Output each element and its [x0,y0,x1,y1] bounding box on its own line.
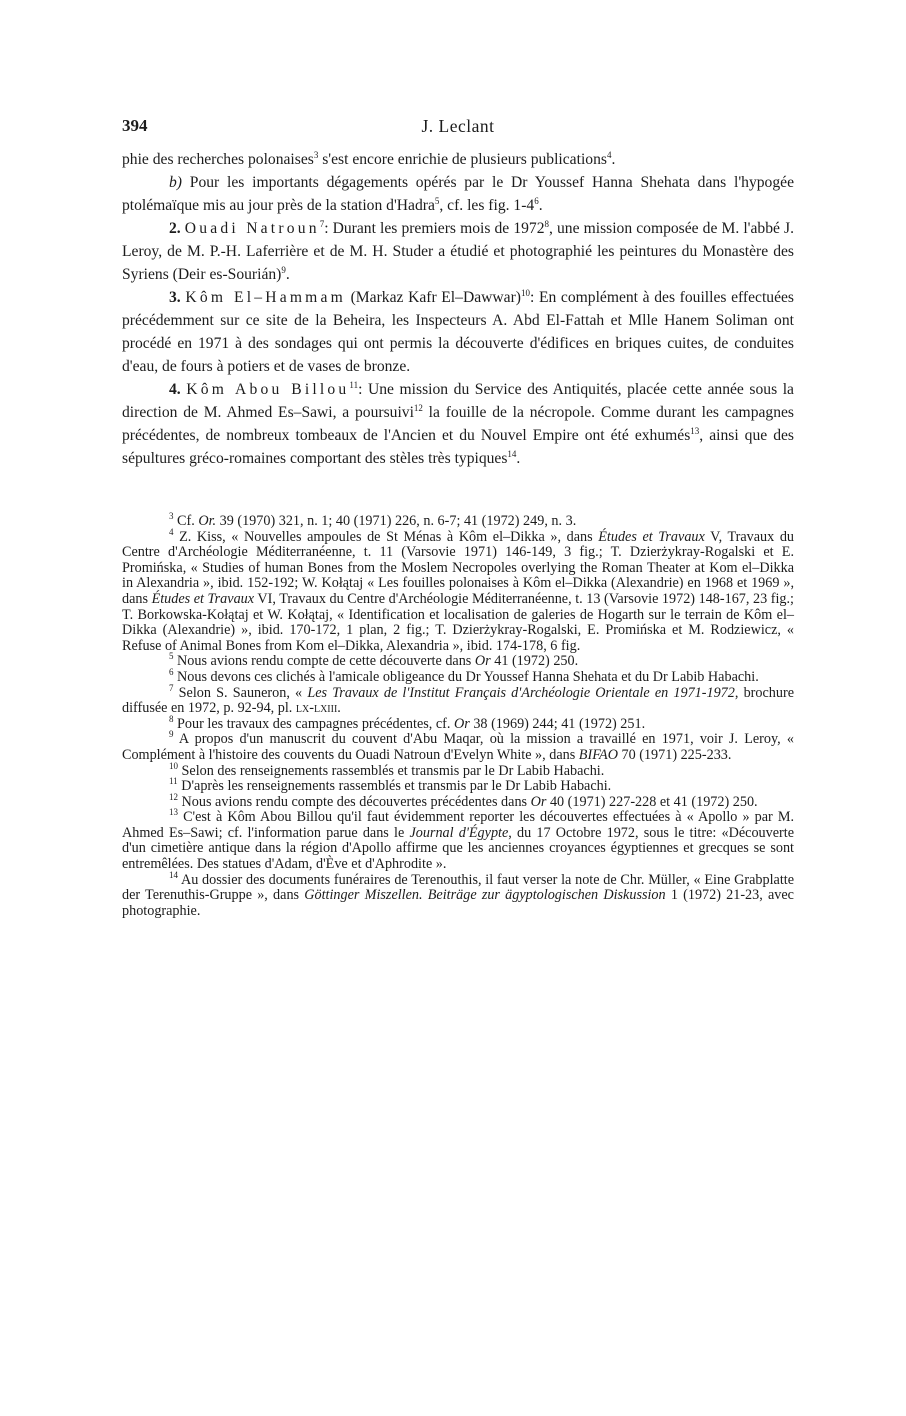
text: , brochure diffusée en 1972, p. 92-94, pl. [122,684,795,717]
italic-text: Journal d'Égypte [409,824,509,841]
italic-text: Göttinger Miszellen. Beiträge zur ägyptologischen Diskussion [304,887,666,904]
italic-text: Or [474,653,491,670]
text: 40 (1971) 227-228 et 41 (1972) 250. [546,793,758,810]
footnote-number: 12 [169,791,178,802]
text: (Markaz Kafr El–Dawwar) [345,289,521,306]
text: 41 (1972) 250. [490,653,579,670]
footnote-ref: 11 [349,380,359,390]
text: . [538,197,543,214]
small-caps-text: lx-lxiii [295,700,338,717]
body-text [122,148,794,470]
footnote-ref: 10 [520,288,530,298]
footnote-5 [122,651,794,670]
running-head: J. Leclant [421,116,495,136]
text: : Une mission du Service des Antiquités, placée cette année sous la direction de M. Ahmed Es–Sawi, a poursuivi [122,381,794,421]
text: 70 (1971) 225-233. [617,746,732,763]
text: Au dossier des documents funéraires de Terenouthis, il faut verser la note de Chr. Müller, « Eine Grabplatte der Terenuthis-Gruppe », dans [122,871,794,904]
site-name: Kôm El–Hammam [185,289,346,306]
footnote-9 [122,729,794,763]
footnote-ref: 7 [319,219,325,229]
footnote-number: 10 [169,760,178,771]
footnote-ref: 9 [281,265,286,275]
text: VI, Travaux du Centre d'Archéologie Méditerranéenne, t. 13 (Varsovie 1972) 148-167, 23 fig.; T. Borkowska-Kołątaj et W. Kołątaj, « Identification et localisation de galeries de Hogarth sur le terrain de Kôm el–Dikka (Alexandrie) », ibid. 170-172, 1 plan, 2 fig.; T. Dzierżykray-Rogalski, E. Promińska et M. Rodziewicz, « Refuse of Animal Bones from Kom el–Dikka, Alexandria », ibid. 174-178, 6 fig. [122,590,794,654]
text: 1 (1972) 21-23, avec photographie. [122,887,794,919]
footnote-number: 13 [169,807,178,818]
footnote-8 [122,713,794,733]
text: phie des recherches polonaises [122,151,314,168]
footnote-number: 5 [169,651,174,662]
footnote-6 [122,666,794,686]
text: la fouille de la nécropole. Comme durant les campagnes précédentes, de nombreux tombeaux de l'Ancien et du Nouvel Empire ont été exhumés [122,404,794,444]
text: 39 (1970) 321, n. 1; 40 (1971) 226, n. 6-7; 41 (1972) 249, n. 3. [216,513,577,529]
footnote-number: 6 [169,666,174,677]
italic-text: Or [454,715,470,732]
footnote-number: 7 [169,682,174,693]
footnote-ref: 3 [313,150,319,160]
text: . [285,266,290,283]
text: , cf. les fig. 1-4 [439,197,535,214]
text: Nous devons ces clichés à l'amicale obligeance du Dr Youssef Hanna Shehata et du Dr Labib Habachi. [173,668,759,685]
text: . [611,151,616,168]
paragraph-3 [122,217,794,286]
text: , ainsi que des sépultures gréco-romaines comportant des stèles très typiques [122,427,795,467]
site-name: Ouadi Natroun [184,220,320,237]
section-number: 4. [169,381,181,398]
footnote-11 [122,776,794,795]
text: A propos d'un manuscrit du couvent d'Abu Maqar, où la mission a travaillé en 1971, voir J. Leroy, « Complément à l'histoire des couvents du Ouadi Natroun d'Evelyn White », dans [122,731,794,763]
paragraph-5 [122,378,794,470]
italic-text: Or. [198,513,217,529]
footnote-3 [122,511,794,530]
section-number: 3. [169,289,181,306]
text: C'est à Kôm Abou Billou qu'il faut évidemment reporter les découvertes effectuées à « Apollo » par M. Ahmed Es–Sawi; cf. l'information parue dans le [122,809,794,841]
page-header [122,108,794,148]
footnote-4 [122,526,795,655]
italic-text: Or [530,793,547,810]
footnotes [122,511,795,919]
footnote-ref: 5 [434,196,440,206]
footnote-number: 8 [169,713,174,724]
paragraph-1 [122,148,794,171]
text: Nous avions rendu compte des découvertes précédentes dans [178,793,531,810]
text: D'après les renseignements rassemblés et transmis par le Dr Labib Habachi. [177,778,612,795]
italic-text: BIFAO [578,746,618,763]
italic-text: Études et Travaux [151,590,255,607]
section-number: 2. [169,220,181,237]
footnote-13 [122,807,794,873]
site-name: Kôm Abou Billou [186,381,350,398]
footnote-number: 14 [169,869,178,880]
text: Selon des renseignements rassemblés et transmis par le Dr Labib Habachi. [178,762,605,779]
text: Pour les travaux des campagnes précédentes, cf. [173,715,454,732]
list-marker: b) [169,174,182,191]
footnote-number: 3 [169,511,174,521]
paragraph-2 [122,171,794,217]
footnote-ref: 4 [606,150,612,160]
text: : En complément à des fouilles effectuées précédemment sur ce site de la Beheira, les Inspecteurs A. Abd El-Fattah et Mlle Hanem Soliman ont procédé en 1971 à des sondages qui ont permis la découverte d'édifices en briques cuites, de conduites d'eau, de fours à potiers et de vases de bronze. [122,289,794,375]
footnote-ref: 8 [544,219,550,229]
text: : Durant les premiers mois de 1972 [324,220,545,237]
document-page [122,108,794,919]
footnote-number: 9 [169,729,174,740]
page-number: 394 [122,116,148,135]
text: Z. Kiss, « Nouvelles ampoules de St Ménas à Kôm el–Dikka », dans [173,528,599,545]
footnote-ref: 6 [534,196,539,206]
text: 38 (1969) 244; 41 (1972) 251. [469,715,646,732]
footnote-number: 4 [169,526,174,537]
footnote-number: 11 [169,776,178,787]
footnote-7 [122,682,795,717]
text: . [516,450,521,467]
text: Cf. [173,513,199,529]
footnote-14 [122,869,794,920]
text: . [337,700,341,717]
text: s'est encore enrichie de plusieurs publications [318,151,607,168]
italic-text: Études et Travaux [598,528,705,545]
footnote-ref: 12 [413,403,423,413]
footnote-10 [122,760,794,780]
footnote-12 [122,791,794,811]
text: , du 17 Octobre 1972, sous le titre: «Découverte d'un cimetière antique dans la région d'Apollo affirme que les anciennes croyances égyptiennes et grecques se sont entremêlées. Des statues d'Adam, d'Ève et d'Aphrodite ». [122,824,794,873]
footnote-ref: 14 [507,449,517,459]
text: , une mission composée de M. l'abbé J. Leroy, de M. P.-H. Laferrière et de M. H. Studer a étudié et photographié les peintures du Monastère des Syriens (Deir es-Sourián) [122,220,794,283]
text: Pour les importants dégagements opérés par le Dr Youssef Hanna Shehata dans l'hypogée ptolémaïque mis au jour près de la station d'Hadra [122,174,794,214]
text: Nous avions rendu compte de cette découverte dans [173,653,475,670]
text: Selon S. Sauneron, « [173,684,308,701]
footnote-ref: 13 [690,426,700,436]
paragraph-4 [122,286,794,378]
text: V, Travaux du Centre d'Archéologie Méditerranéenne, t. 11 (Varsovie 1971) 146-149, 3 fig.; T. Dzierżykray-Rogalski et E. Promińska, « Studies of human Bones from the Moslem Necropoles overlying the Roman Theater at Kom el–Dikka in Alexandria », ibid. 152-192; W. Kołątaj « Les fouilles polonaises à Kôm el–Dikka (Alexandrie) en 1968 et 1969 », dans [122,528,795,607]
italic-text: Les Travaux de l'Institut Français d'Archéologie Orientale en 1971-1972 [307,684,735,701]
